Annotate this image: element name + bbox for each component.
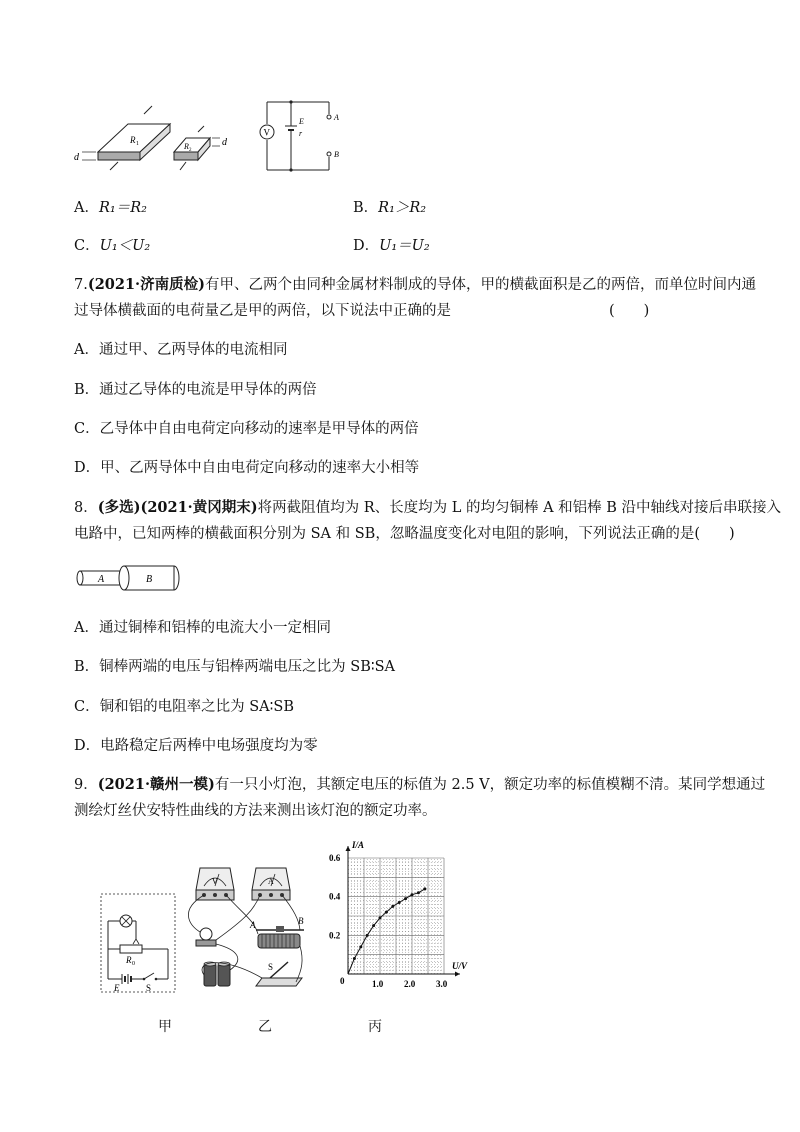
voltmeter-label: V (263, 127, 270, 138)
caption-jia: 甲 (158, 1019, 172, 1035)
q6-circuit-figure (255, 96, 355, 176)
y-tick-label: 0.4 (329, 891, 341, 902)
r1-sub: 1 (136, 141, 139, 147)
q6-option-c-letter: C． (74, 238, 100, 254)
rheostat-a-label: A (250, 920, 256, 930)
x-tick-label: 2.0 (404, 979, 416, 989)
q6-option-d-letter: D． (353, 238, 380, 254)
data-point (385, 911, 388, 914)
q8-option-b[interactable]: B．铜棒两端的电压与铝棒两端电压之比为 SB∶SA (74, 659, 396, 675)
terminal-b-label: B (334, 150, 339, 159)
ammeter-face-label: A (268, 877, 274, 886)
rod-b-label: B (146, 574, 153, 585)
y-tick-label: 0.6 (329, 853, 341, 863)
q7-number: 7. (74, 277, 88, 293)
x-tick-label: 1.0 (372, 979, 384, 989)
data-point (359, 945, 362, 948)
origin-label: 0 (340, 976, 345, 986)
y-axis-arrow (346, 846, 351, 851)
q8-stem-line1 (74, 498, 781, 518)
q6-option-c[interactable] (74, 236, 150, 256)
emf-label: E (299, 117, 304, 126)
rod-a-label: A (98, 574, 105, 585)
data-point (353, 957, 356, 960)
d-left-label: d (74, 152, 79, 163)
q9-apparatus-yi (184, 860, 314, 990)
q7-stem-text1: 有甲、乙两个由同种金属材料制成的导体，甲的横截面积是乙的两倍，而单位时间内通 (204, 277, 756, 293)
q9-number: 9． (74, 777, 98, 793)
r2-label: R (184, 142, 189, 151)
q7-option-d[interactable]: D．甲、乙两导体中自由电荷定向移动的速率大小相等 (74, 460, 420, 476)
q9-circuit-jia (100, 893, 180, 995)
caption-yi: 乙 (258, 1019, 272, 1035)
jia-e-label: E (114, 983, 120, 993)
q6-option-b-text: R₁＞R₂ (378, 200, 427, 216)
voltmeter-face-label: V (212, 877, 218, 886)
q8-stem-text1: 将两截阻值均为 R、长度均为 L 的均匀铜棒 A 和铝棒 B 沿中轴线对接后串联接入 (257, 500, 782, 516)
terminal-a-label: A (334, 113, 339, 122)
x-axis-label: U/V (452, 961, 468, 971)
q6-option-c-text: U₁＜U₂ (99, 238, 151, 254)
y-tick-label: 0.2 (329, 930, 341, 941)
q9-source: (2021·赣州一模) (97, 776, 215, 793)
q6-option-a-letter: A． (74, 200, 99, 216)
q6-resistor-figure (70, 100, 270, 180)
q9-stem-line2: 测绘灯丝伏安特性曲线的方法来测出该灯泡的额定功率。 (74, 803, 437, 819)
data-point (417, 891, 420, 894)
chart-tick-labels (329, 840, 468, 989)
voltmeter-device (196, 868, 234, 900)
y-axis-label: I/A (352, 840, 365, 850)
q9-iv-chart (318, 836, 478, 996)
caption-bing: 丙 (368, 1019, 382, 1035)
jia-r0-label: R (126, 955, 132, 965)
q9-stem-line1 (74, 775, 765, 795)
battery-device (204, 962, 230, 986)
ammeter-device (252, 868, 290, 900)
data-point (423, 887, 426, 890)
data-point (366, 934, 369, 937)
jia-r0-sub: 0 (132, 961, 135, 967)
q8-stem-line2: 电路中，已知两棒的横截面积分别为 SA 和 SB，忽略温度变化对电阻的影响，下列说法正确的是( ) (74, 526, 735, 542)
jia-s-label: S (146, 983, 152, 993)
internal-r-label: r (299, 129, 303, 138)
rheostat-b-label: B (298, 916, 304, 926)
r2-sub: 2 (189, 148, 192, 153)
q9-stem-text1: 有一只小灯泡，其额定电压的标值为 2.5 V，额定功率的标值模糊不清。某同学想通过 (214, 777, 766, 793)
data-point (372, 924, 375, 927)
d-right-label: d (222, 137, 227, 148)
x-tick-label: 3.0 (436, 979, 448, 989)
q7-option-a[interactable]: A．通过甲、乙两导体的电流相同 (74, 342, 288, 358)
data-point (379, 916, 382, 919)
q8-tag: (多选) (97, 499, 141, 516)
q7-source: (2021·济南质检) (87, 276, 205, 293)
q8-option-a[interactable]: A．通过铜棒和铝棒的电流大小一定相同 (74, 620, 331, 636)
q6-option-a-text: R₁＝R₂ (98, 200, 147, 216)
data-point (391, 905, 394, 908)
switch-label: S (268, 962, 274, 972)
r1-label: R (130, 135, 136, 145)
chart-grid (348, 858, 444, 974)
q8-option-c[interactable]: C．铜和铝的电阻率之比为 SA∶SB (74, 699, 294, 715)
bulb-device (196, 928, 216, 946)
q7-option-b[interactable]: B．通过乙导体的电流是甲导体的两倍 (74, 382, 317, 398)
q7-stem-line1 (74, 275, 756, 295)
q6-option-b[interactable] (353, 198, 426, 218)
data-point (404, 897, 407, 900)
x-axis-arrow (455, 972, 460, 977)
switch-device (256, 962, 302, 986)
q6-option-b-letter: B． (353, 200, 379, 216)
data-point (398, 901, 401, 904)
q6-option-d[interactable] (353, 236, 430, 256)
q8-number: 8． (74, 500, 98, 516)
q8-source: (2021·黄冈期末) (140, 499, 258, 516)
q7-stem-text2: 过导体横截面的电荷量乙是甲的两倍，以下说法中正确的是 (74, 303, 451, 319)
q7-option-c[interactable]: C．乙导体中自由电荷定向移动的速率是甲导体的两倍 (74, 421, 419, 437)
q8-option-d[interactable]: D．电路稳定后两棒中电场强度均为零 (74, 738, 318, 754)
data-point (411, 893, 414, 896)
q6-option-a[interactable] (74, 198, 147, 218)
q7-answer-blank: ( ) (609, 303, 650, 319)
q6-option-d-text: U₁＝U₂ (379, 238, 430, 254)
q8-rod-figure (74, 563, 184, 593)
q7-stem-line2 (74, 301, 451, 321)
